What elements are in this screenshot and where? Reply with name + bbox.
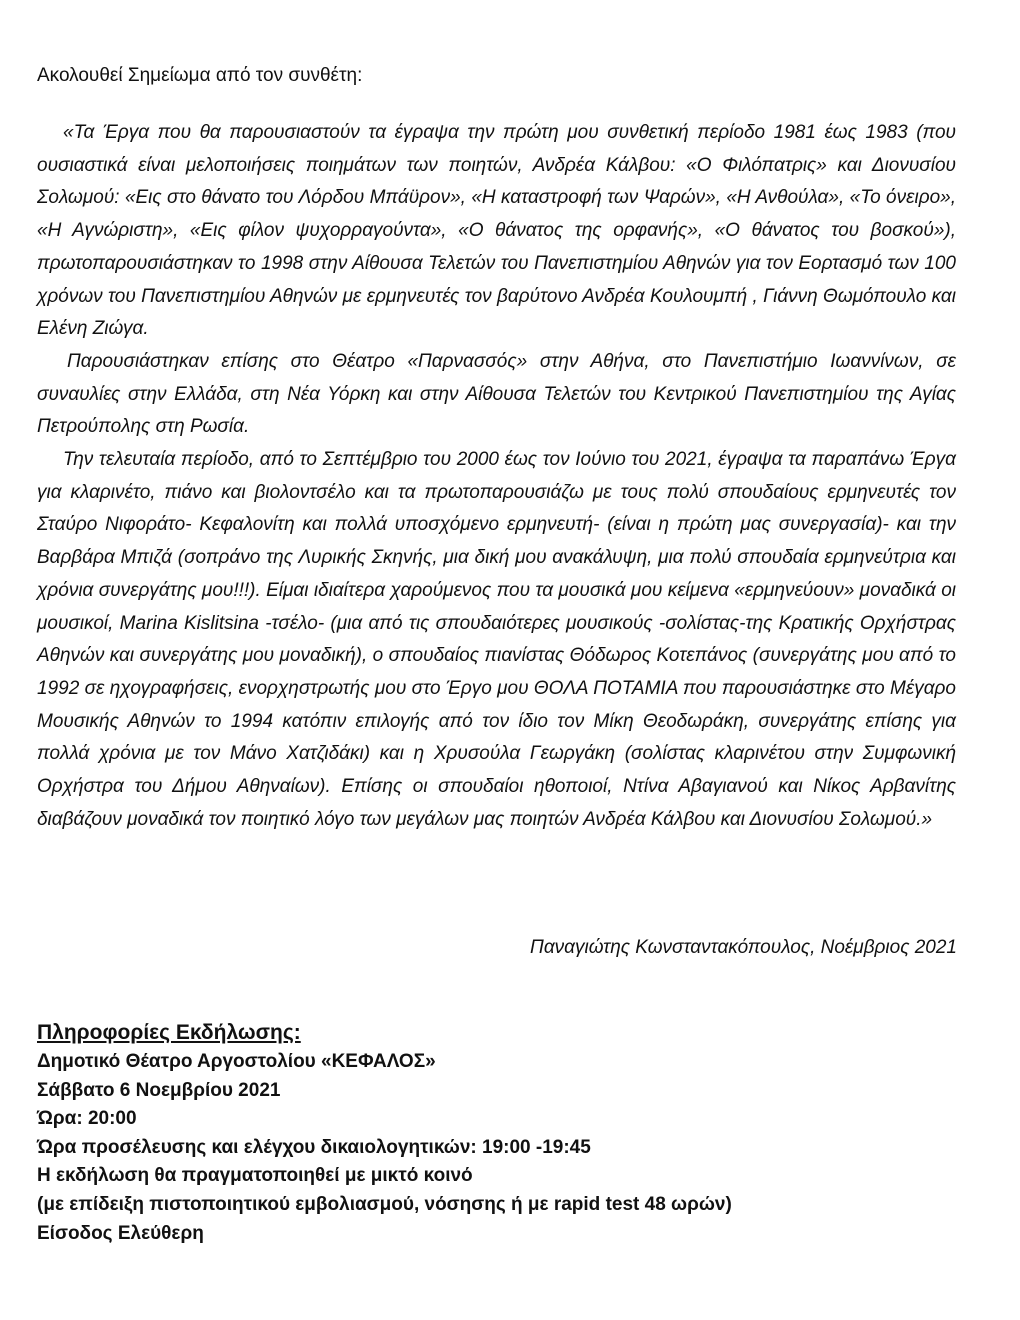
- event-info-title: Πληροφορίες Εκδήλωσης:: [37, 1021, 301, 1044]
- note-paragraph-1: «Τα Έργα που θα παρουσιαστούν τα έγραψα την πρώτη μου συνθετική περίοδο 1981 έως 1983 (που ουσιαστικά είναι μελοποιήσεις ποιημάτων των ποιητών, Ανδρέα Κάλβου: «Ο Φιλόπατρις» και Διονυσίου Σολωμού: «Εις στο θάνατο του Λόρδου Μπάϋρον», «Η καταστροφή των Ψαρών», «Η Ανθούλα», «Το όνειρο», «Η Αγνώριστη», «Εις φίλον ψυχορραγούντα», «Ο θάνατος της ορφανής», «Ο θάνατος του βοσκού»), πρωτοπαρουσιάστηκαν το 1998 στην Αίθουσα Τελετών του Πανεπιστημίου Αθηνών για τον Εορτασμό των 100 χρόνων του Πανεπιστημίου Αθηνών με ερμηνευτές τον βαρύτονο Ανδρέα Κουλουμπή , Γιάννη Θωμόπουλο και Ελένη Ζιώγα.: [37, 122, 956, 340]
- event-entry: Είσοδος Ελεύθερη: [37, 1222, 204, 1244]
- event-info: [37, 1018, 732, 1248]
- signature: Παναγιώτης Κωνσταντακόπουλος, Νοέμβριος 2021: [530, 937, 957, 958]
- event-venue: Δημοτικό Θέατρο Αργοστολίου «ΚΕΦΑΛΟΣ»: [37, 1051, 436, 1072]
- event-audience: Η εκδήλωση θα πραγματοποιηθεί με μικτό κοινό: [37, 1165, 473, 1187]
- event-requirements: (με επίδειξη πιστοποιητικού εμβολιασμού, νόσησης ή με rapid test 48 ωρών): [37, 1193, 732, 1215]
- composer-note: [37, 117, 956, 836]
- event-time: Ώρα: 20:00: [37, 1108, 137, 1130]
- event-arrival: Ώρα προσέλευσης και ελέγχου δικαιολογητικών: 19:00 -19:45: [37, 1136, 591, 1158]
- event-date: Σάββατο 6 Νοεμβρίου 2021: [37, 1079, 281, 1101]
- note-paragraph-3: Την τελευταία περίοδο, από το Σεπτέμβριο του 2000 έως τον Ιούνιο του 2021, έγραψα τα παραπάνω Έργα για κλαρινέτο, πιάνο και βιολοντσέλο και τα πρωτοπαρουσιάζω με τους πολύ σπουδαίους ερμηνευτές τον Σταύρο Νιφοράτο- Κεφαλονίτη και πολλά υποσχόμενο ερμηνευτή- (είναι η πρώτη μας συνεργασία)- και την Βαρβάρα Μπιζά (σοπράνο της Λυρικής Σκηνής, μια δική μου ανακάλυψη, μια πολύ σπουδαία ερμηνεύτρια και χρόνια συνεργάτης μου!!!). Είμαι ιδιαίτερα χαρούμενος που τα μουσικά μου κείμενα «ερμηνεύουν» μοναδικά οι μουσικοί, Marina Kislitsina -τσέλο- (μια από τις σπουδαιότερες μουσικούς -σολίστας-της Κρατικής Ορχήστρας Αθηνών και συνεργάτης μου μοναδική), ο σπουδαίος πιανίστας Θόδωρος Κοτεπάνος (συνεργάτης μου από το 1992 σε ηχογραφήσεις, ενορχηστρωτής μου στο Έργο μου ΘΟΛΑ ΠΟΤΑΜΙΑ που παρουσιάστηκε στο Μέγαρο Μουσικής Αθηνών το 1994 κατόπιν επιλογής από τον ίδιο τον Μίκη Θεοδωράκη, συνεργάτης επίσης για πολλά χρόνια με τον Μάνο Χατζιδάκι) και η Χρυσούλα Γεωργάκη (σολίστας κλαρινέτου στην Συμφωνική Ορχήστρα του Δήμου Αθηναίων). Επίσης οι σπουδαίοι ηθοποιοί, Ντίνα Αβαγιανού και Νίκος Αρβανίτης διαβάζουν μοναδικά τον ποιητικό λόγο των μεγάλων μας ποιητών Ανδρέα Κάλβου και Διονυσίου Σολωμού.»: [37, 449, 956, 830]
- intro-line: Ακολουθεί Σημείωμα από τον συνθέτη:: [37, 65, 363, 86]
- note-paragraph-2: Παρουσιάστηκαν επίσης στο Θέατρο «Παρνασσός» στην Αθήνα, στο Πανεπιστήμιο Ιωαννίνων, σε συναυλίες στην Ελλάδα, στη Νέα Υόρκη και στην Αίθουσα Τελετών του Κεντρικού Πανεπιστημίου της Αγίας Πετρούπολης στη Ρωσία.: [37, 350, 956, 438]
